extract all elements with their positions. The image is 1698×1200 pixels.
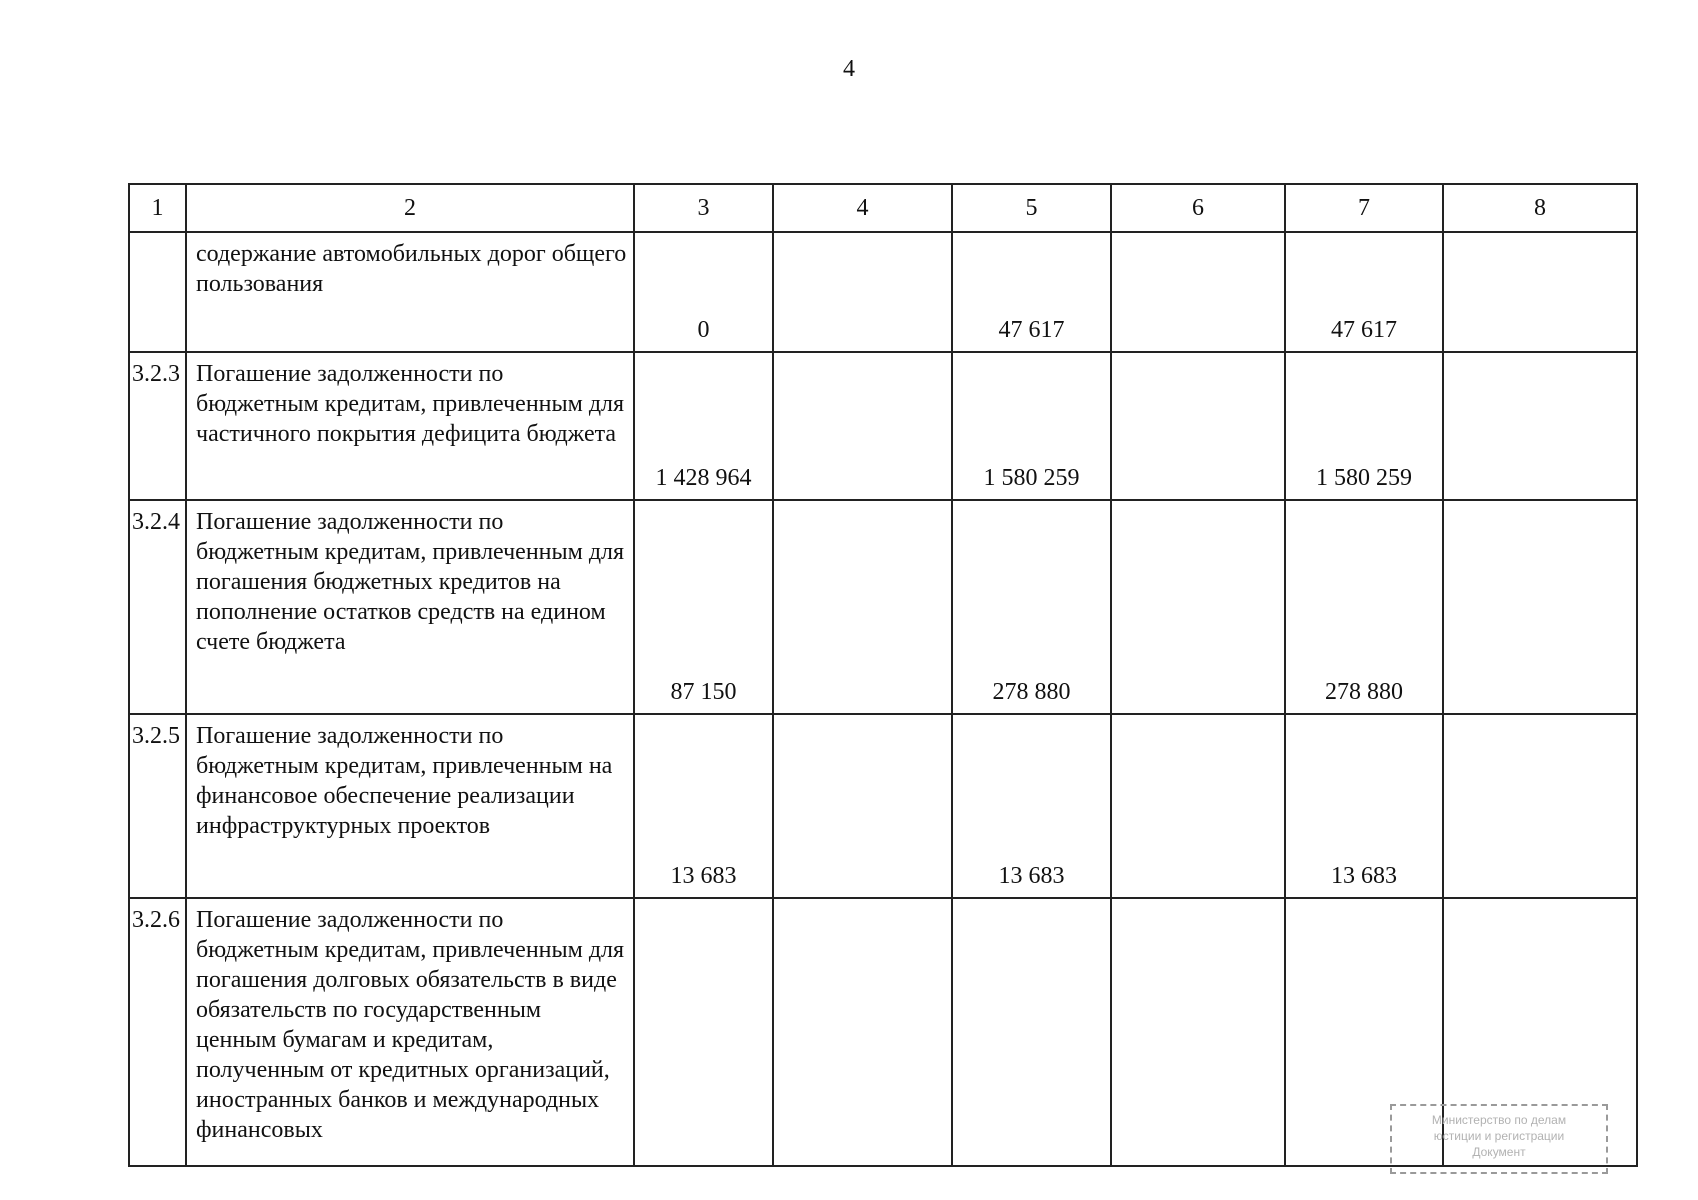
value-col-4 [773, 232, 952, 352]
value-col-6 [1111, 232, 1285, 352]
value-col-4 [773, 898, 952, 1166]
value-col-7: 1 580 259 [1285, 352, 1443, 500]
column-header-6: 6 [1111, 184, 1285, 232]
registration-stamp [1390, 1104, 1608, 1174]
value-col-3: 87 150 [634, 500, 773, 714]
table-header [129, 184, 1637, 232]
value-col-6 [1111, 352, 1285, 500]
table-row [129, 232, 1637, 352]
header-row [129, 184, 1637, 232]
value-col-7: 13 683 [1285, 714, 1443, 898]
value-col-6 [1111, 500, 1285, 714]
column-header-3: 3 [634, 184, 773, 232]
column-header-8: 8 [1443, 184, 1637, 232]
value-col-8 [1443, 232, 1637, 352]
row-description: Погашение задолженности по бюджетным кредитам, привлеченным на финансовое обеспечение реализации инфраструктурных проектов [186, 714, 634, 898]
value-col-3: 0 [634, 232, 773, 352]
value-col-3: 13 683 [634, 714, 773, 898]
value-col-8 [1443, 500, 1637, 714]
value-col-5: 1 580 259 [952, 352, 1111, 500]
column-header-2: 2 [186, 184, 634, 232]
value-col-6 [1111, 714, 1285, 898]
value-col-7: 278 880 [1285, 500, 1443, 714]
value-col-4 [773, 500, 952, 714]
row-description: Погашение задолженности по бюджетным кредитам, привлеченным для погашения бюджетных кредитов на пополнение остатков средств на едином счете бюджета [186, 500, 634, 714]
row-number: 3.2.3 [129, 352, 186, 500]
table-row [129, 500, 1637, 714]
stamp-line: юстиции и регистрации [1433, 1129, 1565, 1143]
table-row [129, 714, 1637, 898]
value-col-8 [1443, 352, 1637, 500]
column-header-7: 7 [1285, 184, 1443, 232]
column-header-4: 4 [773, 184, 952, 232]
value-col-8 [1443, 714, 1637, 898]
table-row [129, 352, 1637, 500]
value-col-5: 13 683 [952, 714, 1111, 898]
value-col-5: 47 617 [952, 232, 1111, 352]
row-description: содержание автомобильных дорог общего пользования [186, 232, 634, 352]
column-header-5: 5 [952, 184, 1111, 232]
column-header-1: 1 [129, 184, 186, 232]
table-body [129, 232, 1637, 1166]
row-description: Погашение задолженности по бюджетным кредитам, привлеченным для погашения долговых обязательств в виде обязательств по государственным ценным бумагам и кредитам, полученным от кредитных организаций, иностранных банков и международных финансовых [186, 898, 634, 1166]
row-number: 3.2.4 [129, 500, 186, 714]
value-col-4 [773, 714, 952, 898]
stamp-line: Министерство по делам [1431, 1113, 1567, 1127]
row-number: 3.2.6 [129, 898, 186, 1166]
value-col-3: 1 428 964 [634, 352, 773, 500]
value-col-5 [952, 898, 1111, 1166]
row-number [129, 232, 186, 352]
value-col-6 [1111, 898, 1285, 1166]
value-col-7: 47 617 [1285, 232, 1443, 352]
page-number: 4 [843, 56, 855, 82]
value-col-5: 278 880 [952, 500, 1111, 714]
value-col-4 [773, 352, 952, 500]
row-number: 3.2.5 [129, 714, 186, 898]
budget-table [128, 183, 1638, 1167]
stamp-line: Документ [1472, 1145, 1526, 1159]
value-col-3 [634, 898, 773, 1166]
row-description: Погашение задолженности по бюджетным кредитам, привлеченным для частичного покрытия дефицита бюджета [186, 352, 634, 500]
